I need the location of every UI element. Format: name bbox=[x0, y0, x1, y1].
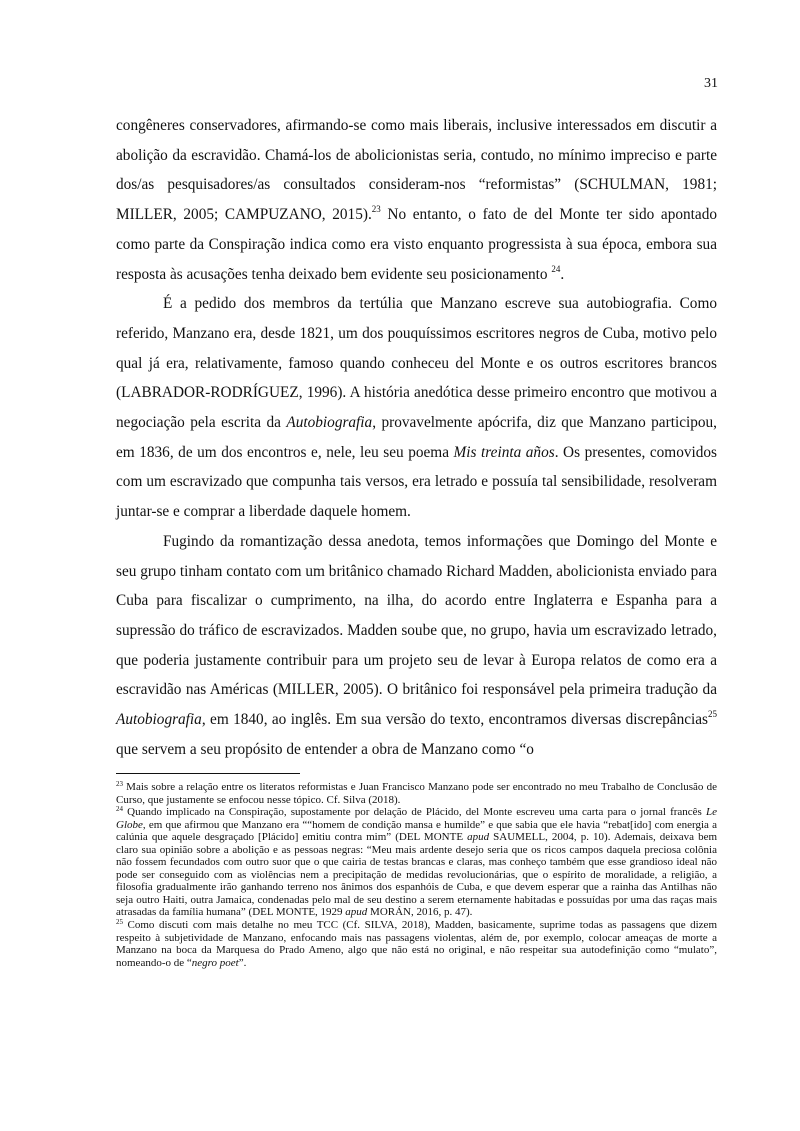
footnote-23 bbox=[116, 781, 717, 806]
italic-title: Le Globe bbox=[116, 806, 717, 831]
paragraph-text: . bbox=[560, 265, 565, 283]
paragraph-1 bbox=[116, 111, 717, 289]
footnote-number: 25 bbox=[116, 918, 123, 927]
footnote-ref-24[interactable]: 24 bbox=[551, 263, 561, 274]
footnote-number: 24 bbox=[116, 805, 123, 814]
footnote-separator bbox=[116, 773, 300, 774]
footnote-text: SAUMELL, 2004, p. 10). Ademais, deixava bem claro sua opinião sobre a abolição e as pessoas negras: “Meu mais ardente desejo seria que os ricos campos daquela preciosa colônia não fossem fecundados com outro suor que o que cairia de testas brancas e claras, mas conheço também que esse grandioso ideal não pode ser conseguido com as violências nem a precipitação de medidas revolucionárias, que o espírito de moralidade, a religião, a filosofia gradualmente irão ganhando terreno nos ânimos dos espanhóis de Cuba, e que devem esperar que a rainha das Antilhas não seja outro Haiti, outra Jamaica, condenadas pelo mal de seu destino a serem eternamente habitadas e possuídas por uma das raças mais atrasadas da família humana” (DEL MONTE, 1929 bbox=[116, 831, 718, 919]
italic-term: apud bbox=[345, 906, 368, 919]
paragraph-2 bbox=[116, 289, 717, 527]
footnote-24 bbox=[116, 806, 717, 919]
paragraph-text: Fugindo da romantização dessa anedota, temos informações que Domingo del Monte e seu grupo tinham contato com um britânico chamado Richard Madden, abolicionista enviado para Cuba para fiscalizar o cumprimento, na ilha, do acordo entre Inglaterra e Espanha para a supressão do tráfico de escravizados. Madden soube que, no grupo, havia um escravizado letrado, que poderia justamente contribuir para um projeto seu de levar à Europa relatos de como era a escravidão nas Américas (MILLER, 2005). O britânico foi responsável pela primeira tradução da bbox=[116, 532, 717, 699]
footnote-ref-23[interactable]: 23 bbox=[371, 204, 381, 215]
paragraph-text: que servem a seu propósito de entender a obra de Manzano como “o bbox=[116, 740, 534, 758]
footnote-text: Quando implicado na Conspiração, supostamente por delação de Plácido, del Monte escreveu uma carta para o jornal francês bbox=[123, 806, 706, 819]
italic-term: apud bbox=[467, 831, 490, 844]
paragraph-text: . Os presentes, comovidos com um escravizado que compunha tais versos, era letrado e possuía tal sensibilidade, resolveram juntar-se e comprar a liberdade daquele homem. bbox=[116, 443, 718, 521]
italic-term: negro poet bbox=[191, 956, 239, 969]
page-number: 31 bbox=[704, 76, 718, 91]
footnote-text: MORÁN, 2016, p. 47). bbox=[367, 906, 473, 919]
footnote-text: Mais sobre a relação entre os literatos reformistas e Juan Francisco Manzano pode ser encontrado no meu Trabalho de Conclusão de Curso, que justamente se enfocou nesse tópico. Cf. Silva (2018). bbox=[116, 781, 717, 806]
footnote-25 bbox=[116, 919, 717, 969]
italic-title: Autobiografia bbox=[286, 414, 373, 432]
footnote-ref-25[interactable]: 25 bbox=[708, 709, 717, 720]
paragraph-text: É a pedido dos membros da tertúlia que Manzano escreve sua autobiografia. Como referido, Manzano era, desde 1821, um dos pouquíssimos escritores negros de Cuba, motivo pelo qual já era, relativamente, famoso quando conheceu del Monte e os outros escritores brancos (LABRADOR-RODRÍGUEZ, 1996). A história anedótica desse primeiro encontro que motivou a negociação pela escrita da bbox=[116, 295, 717, 432]
italic-title: Autobiografia bbox=[116, 711, 202, 729]
footnote-text: ”. bbox=[238, 956, 247, 969]
italic-title: Mis treinta años bbox=[453, 443, 555, 461]
paragraph-text: No entanto, o fato de del Monte ter sido apontado como parte da Conspiração indica como era visto enquanto progressista à sua época, embora sua resposta às acusações tenha deixado bem evidente seu posicionamento bbox=[116, 206, 717, 283]
paragraph-text: congêneres conservadores, afirmando-se como mais liberais, inclusive interessados em discutir a abolição da escravidão. Chamá-los de abolicionistas seria, contudo, no mínimo impreciso e parte dos/as pesquisadores/as consultados consideram-nos “reformistas” (SCHULMAN, 1981; MILLER, 2005; CAMPUZANO, 2015). bbox=[116, 117, 717, 224]
body-text bbox=[116, 111, 717, 764]
footnote-text: , em que afirmou que Manzano era ““homem de condição mansa e humilde” e que sabia que ele havia “rebat[ido] com energia a calúnia que aquele desgraçado [Plácido] emitiu contra mim” (DEL MONTE bbox=[116, 818, 717, 844]
footnotes bbox=[116, 781, 717, 969]
footnote-text: Como discuti com mais detalhe no meu TCC (Cf. SILVA, 2018), Madden, basicamente, suprime todas as passagens que dizem respeito à subjetividade de Manzano, enfocando mais nas passagens violentas, além de, por exemplo, colocar ameaças de morte a Manzano na boca da Marquesa do Prado Ameno, algo que não está no original, e não respeitar sua autodefinição como “mulato”, nomeando-o de “ bbox=[116, 919, 717, 969]
footnote-number: 23 bbox=[116, 780, 123, 788]
paragraph-text: , em 1840, ao inglês. Em sua versão do texto, encontramos diversas discrepâncias bbox=[201, 711, 708, 729]
paragraph-text: , provavelmente apócrifa, diz que Manzano participou, em 1836, de um dos encontros e, nele, leu seu poema bbox=[116, 414, 718, 461]
paragraph-3 bbox=[116, 527, 717, 765]
